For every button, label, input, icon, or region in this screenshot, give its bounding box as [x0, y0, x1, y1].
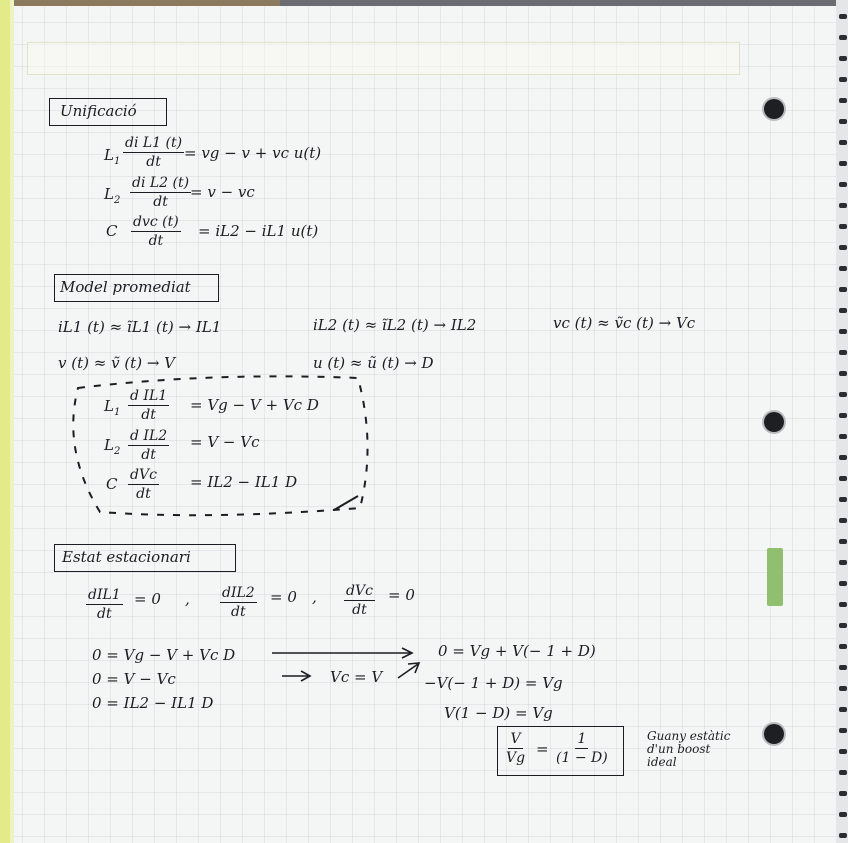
steady-deriv3-rhs: = 0	[388, 586, 415, 604]
dashed-highlight	[73, 376, 367, 515]
steady-deriv3: dVc dt	[346, 583, 373, 618]
unif-eq2-rhs: = v − vc	[190, 183, 255, 201]
averaged-title: Model promediat	[60, 278, 191, 296]
avg-eq3-rhs: = IL2 − IL1 D	[190, 473, 298, 491]
result-lhs: $\frac{V}{Vg}$	[506, 731, 526, 766]
note-line1: Guany estàtic	[647, 729, 731, 743]
unification-title: Unificació	[60, 102, 137, 120]
avg-eq2-coef: $L_2$	[104, 436, 121, 457]
avg-eq3-coef: C	[106, 475, 118, 493]
approx-u: u (t) ≈ ũ (t) → D	[313, 354, 434, 372]
steady-deriv1: dIL1 dt	[88, 587, 121, 622]
approx-vc: vc (t) ≈ ṽc (t) → Vc	[553, 314, 696, 332]
unif-eq3-coef: C	[106, 222, 118, 240]
avg-eq2-rhs: = V − Vc	[190, 433, 260, 451]
note-line3: ideal	[647, 755, 677, 769]
steady-deriv2: dIL2 dt	[222, 585, 255, 620]
comma: ,	[185, 590, 190, 608]
unif-eq1-fraction: $\frac{\text{di L1 (t)}}{dt}$	[125, 135, 183, 170]
comma: ,	[312, 588, 317, 606]
avg-eq3-fraction: dVc dt	[130, 467, 157, 502]
avg-eq1-fraction: $\frac{\text{d IL1}}{dt}$	[130, 388, 168, 423]
steady-right-eq1: 0 = Vg + V(− 1 + D)	[438, 642, 596, 660]
approx-il2: iL2 (t) ≈ ĩL2 (t) → IL2	[313, 316, 477, 334]
steady-deriv1-rhs: = 0	[134, 590, 161, 608]
unif-eq1-rhs: = vg − v + vc u(t)	[184, 144, 322, 162]
approx-v: v (t) ≈ ṽ (t) → V	[58, 354, 175, 372]
result-rhs: $\frac{1}{(1 - D)}$	[556, 731, 608, 766]
steady-deriv2-rhs: = 0	[270, 588, 297, 606]
steady-right-eq3: V(1 − D) = Vg	[444, 704, 553, 722]
steady-title: Estat estacionari	[62, 548, 191, 566]
result-equals: =	[536, 740, 549, 758]
approx-il1: iL1 (t) ≈ ĩL1 (t) → IL1	[58, 318, 222, 336]
unif-eq3-rhs: = iL2 − iL1 u(t)	[198, 222, 319, 240]
unif-eq3-fraction: dvc (t) dt	[133, 214, 179, 249]
note-line2: d'un boost	[647, 742, 711, 756]
steady-right-eq2: −V(− 1 + D) = Vg	[424, 674, 563, 692]
unif-eq2-fraction: $\frac{\text{di L2 (t)}}{dt}$	[132, 175, 190, 210]
avg-eq1-rhs: = Vg − V + Vc D	[190, 396, 319, 414]
avg-eq1-coef: $L_1$	[104, 397, 121, 418]
steady-middle: Vc = V	[330, 668, 383, 686]
steady-left-eq3: 0 = IL2 − IL1 D	[92, 694, 214, 712]
unif-eq2-coef: $L_2$	[104, 185, 121, 206]
avg-eq2-fraction: $\frac{\text{d IL2}}{dt}$	[130, 428, 168, 463]
steady-left-eq2: 0 = V − Vc	[92, 670, 176, 688]
steady-left-eq1: 0 = Vg − V + Vc D	[92, 646, 236, 664]
unif-eq1-coef: $L_1$	[104, 146, 121, 167]
